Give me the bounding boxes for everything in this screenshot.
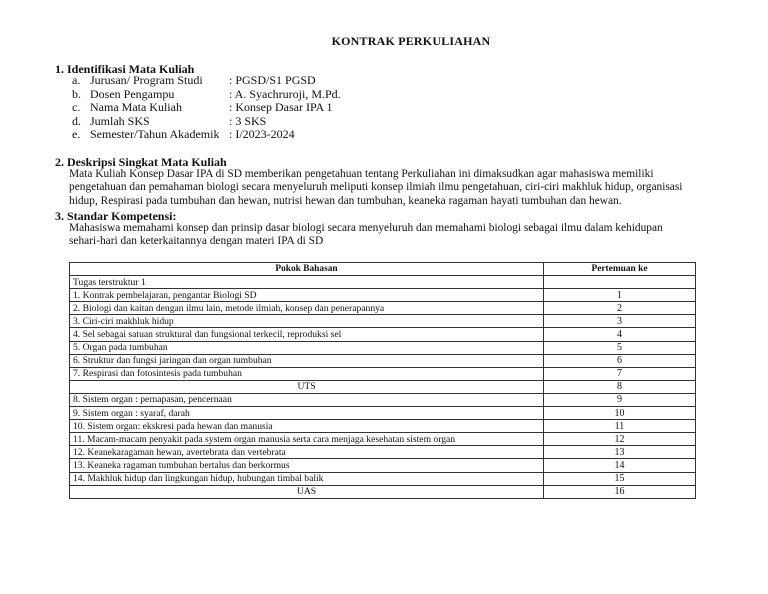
topic-cell: 5. Organ pada tumbuhan (70, 341, 544, 354)
topic-cell: 1. Kontrak pembelajaran, pengantar Biologi SD (70, 289, 544, 302)
competency-paragraph (69, 222, 709, 249)
table-row (70, 354, 696, 367)
item-value: : Konsep Dasar IPA 1 (229, 100, 333, 115)
item-letter: a. (72, 73, 81, 87)
header-topic: Pokok Bahasan (70, 263, 544, 276)
table-row (70, 289, 696, 302)
topic-cell: 12. Keanekaragaman hewan, avertebrata dan vertebrata (70, 446, 544, 459)
table-row (70, 302, 696, 315)
item-letter: b. (72, 86, 81, 101)
topic-cell: 2. Biologi dan kaitan dengan ilmu lain, metode ilmiah, konsep dan penerapannya (70, 302, 544, 315)
item-value: : I/2023-2024 (229, 127, 295, 142)
section-identification-heading: 1. Identifikasi Mata Kuliah (55, 62, 195, 76)
table-row (70, 380, 696, 393)
table-row (70, 433, 696, 446)
meeting-number-cell: 9 (544, 393, 696, 406)
meeting-number-cell: 7 (544, 367, 696, 380)
meeting-number-cell: 5 (544, 341, 696, 354)
topic-cell: 11. Macam-macam penyakit pada system organ manusia serta cara menjaga kesehatan sistem organ (70, 433, 544, 446)
item-letter: d. (72, 113, 81, 128)
meeting-number-cell: 1 (544, 289, 696, 302)
section-competency-heading: 3. Standar Kompetensi: (55, 209, 177, 223)
item-value: : PGSD/S1 PGSD (229, 73, 316, 87)
item-label: Jurusan/ Program Studi (90, 73, 203, 87)
header-meeting: Pertemuan ke (544, 263, 696, 276)
topic-cell: 9. Sistem organ : syaraf, darah (70, 407, 544, 420)
paragraph-line: pengetahuan dan pemahaman biologi secara menyeluruh meliputi konsep ilmiah ilmu pengetahuan, ciri-ciri makhluk hidup, organisasi (69, 181, 683, 194)
topic-cell: 10. Sistem organ: ekskresi pada hewan dan manusia (70, 420, 544, 433)
item-label: Dosen Pengampu (90, 86, 175, 101)
table-row (70, 341, 696, 354)
paragraph-line: Mata Kuliah Konsep Dasar IPA di SD memberikan pengetahuan tentang Perkuliahan ini dimaksudkan agar mahasiswa memiliki (69, 168, 654, 180)
item-value: : 3 SKS (229, 113, 267, 128)
meeting-number-cell: 12 (544, 433, 696, 446)
table-row (70, 459, 696, 472)
meeting-number-cell: 6 (544, 354, 696, 367)
table-body (70, 276, 696, 499)
topic-cell: 8. Sistem organ : pernapasan, pencernaan (70, 393, 544, 406)
item-label: Jumlah SKS (90, 113, 150, 128)
topic-cell: 3. Ciri-ciri makhluk hidup (70, 315, 544, 328)
topic-cell: 4. Sel sebagai satuan struktural dan fungsional terkecil, reproduksi sel (70, 328, 544, 341)
item-label: Nama Mata Kuliah (90, 100, 182, 115)
table-row (70, 328, 696, 341)
paragraph-line: Mahasiswa memahami konsep dan prinsip dasar biologi secara menyeluruh dan memahami biologi sebagai ilmu dalam kehidupan (69, 222, 663, 234)
table-row (70, 276, 696, 289)
item-value: : A. Syachruroji, M.Pd. (229, 86, 341, 101)
table-row (70, 393, 696, 406)
paragraph-line: sehari-hari dan keterkaitannya dengan materi IPA di SD (69, 235, 324, 248)
meeting-number-cell: 13 (544, 446, 696, 459)
table-row (70, 420, 696, 433)
topic-cell: 14. Makhluk hidup dan lingkungan hidup, hubungan timbal balik (70, 472, 544, 485)
table-row (70, 446, 696, 459)
table-row (70, 485, 696, 498)
topic-cell: UAS (70, 485, 544, 498)
document-title: KONTRAK PERKULIAHAN (331, 34, 491, 48)
meeting-number-cell: 15 (544, 472, 696, 485)
meeting-number-cell (544, 276, 696, 289)
item-letter: c. (72, 100, 81, 115)
meeting-number-cell: 8 (544, 380, 696, 393)
meeting-number-cell: 14 (544, 459, 696, 472)
meeting-number-cell: 10 (544, 407, 696, 420)
paragraph-line: hidup, Respirasi pada tumbuhan dan hewan, nutrisi hewan dan tumbuhan, keaneka ragaman hayati tumbuhan dan hewan. (69, 194, 622, 207)
meeting-number-cell: 4 (544, 328, 696, 341)
table-row (70, 407, 696, 420)
table-row (70, 367, 696, 380)
meeting-number-cell: 16 (544, 485, 696, 498)
section-description-heading: 2. Deskripsi Singkat Mata Kuliah (55, 155, 227, 169)
meeting-number-cell: 11 (544, 420, 696, 433)
topic-cell: UTS (70, 380, 544, 393)
table-row (70, 472, 696, 485)
description-paragraph (69, 168, 709, 208)
schedule-table (69, 262, 696, 499)
topic-cell: 13. Keaneka ragaman tumbuhan bertalus dan berkormus (70, 459, 544, 472)
topic-cell: Tugas terstruktur 1 (70, 276, 544, 289)
meeting-number-cell: 3 (544, 315, 696, 328)
table-header-row (70, 263, 696, 276)
item-label: Semester/Tahun Akademik (90, 127, 220, 142)
item-letter: e. (72, 127, 81, 142)
topic-cell: 7. Respirasi dan fotosintesis pada tumbuhan (70, 367, 544, 380)
meeting-number-cell: 2 (544, 302, 696, 315)
table-row (70, 315, 696, 328)
topic-cell: 6. Struktur dan fungsi jaringan dan organ tumbuhan (70, 354, 544, 367)
